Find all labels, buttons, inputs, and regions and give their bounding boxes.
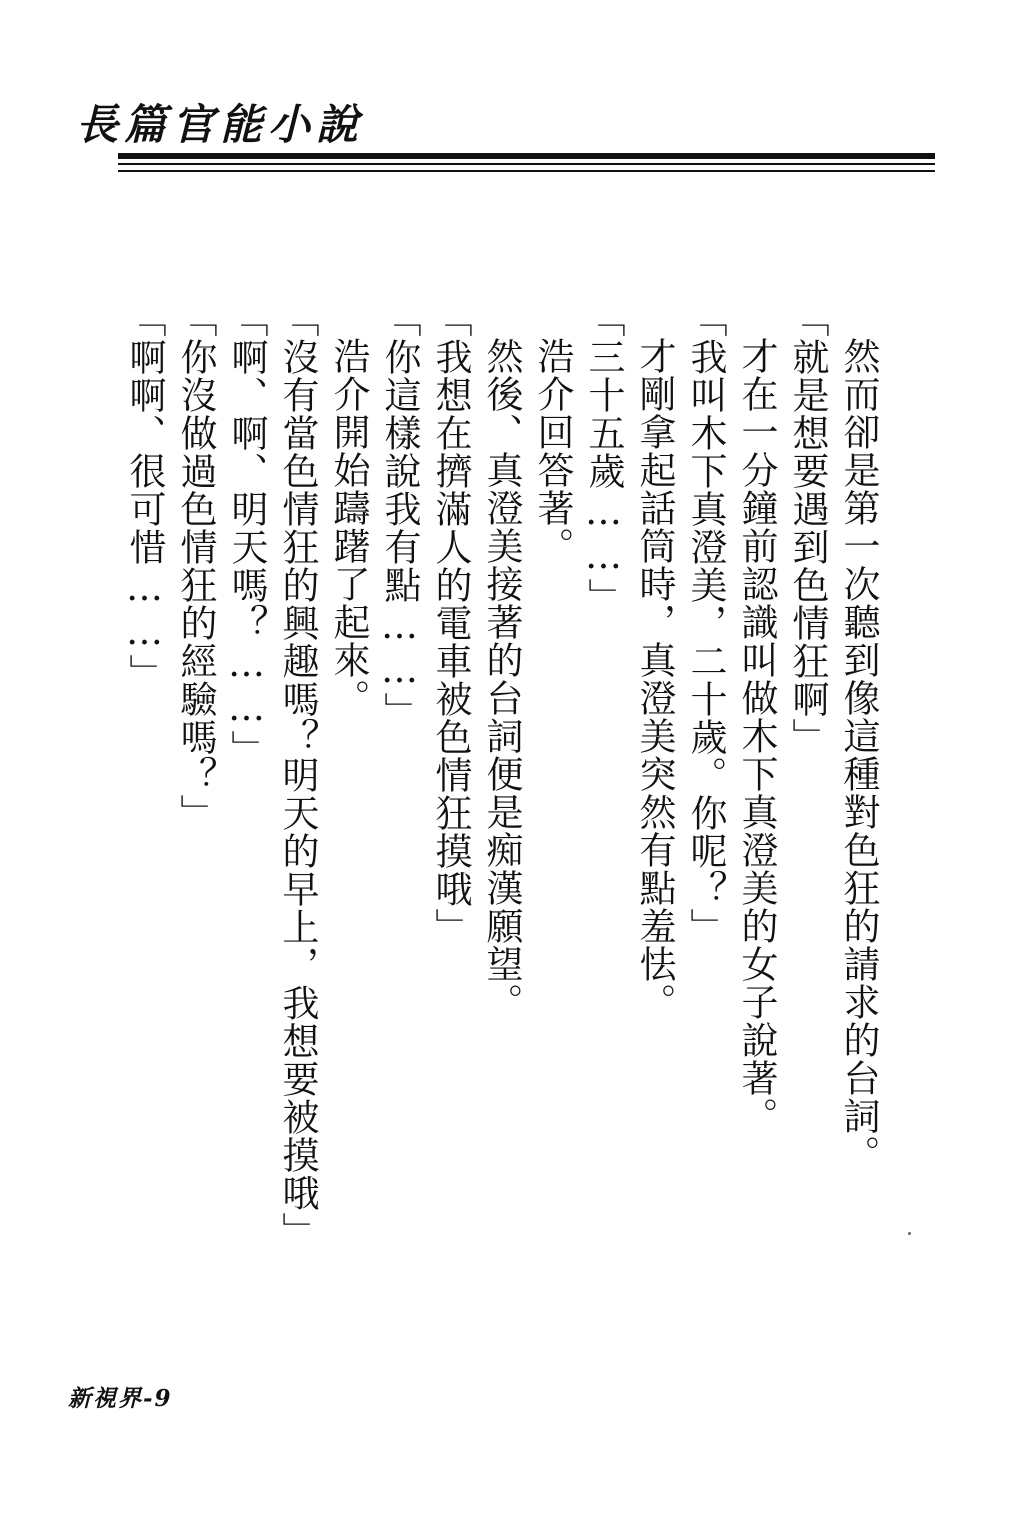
scan-speck xyxy=(908,1232,911,1235)
text-line: 「你這樣說我有點……」 xyxy=(378,300,421,730)
text-line: 「啊、啊、明天嗎？……」 xyxy=(225,300,268,768)
text-line: 「啊啊、很可惜……」 xyxy=(123,300,166,692)
header-rule-thin xyxy=(118,163,935,165)
text-line: 才剛拿起話筒時，真澄美突然有點羞怯。 xyxy=(633,337,676,1021)
text-line: 然而卻是第一次聽到像這種對色狂的請求的台詞。 xyxy=(837,337,880,1173)
page-footer: 新視界-9 xyxy=(68,1385,173,1412)
text-line: 「沒有當色情狂的興趣嗎？明天的早上，我想要被摸哦」 xyxy=(276,300,319,1250)
text-line: 「三十五歲……」 xyxy=(582,300,625,616)
text-line: 「你沒做過色情狂的經驗嗎？」 xyxy=(174,300,217,832)
body-text xyxy=(123,300,884,1300)
text-line: 浩介回答著。 xyxy=(531,337,574,565)
text-line: 「就是想要遇到色情狂啊」 xyxy=(786,300,829,756)
text-line: 才在一分鐘前認識叫做木下真澄美的女子說著。 xyxy=(735,337,778,1135)
header-rule-thick xyxy=(118,153,935,159)
text-line: 「我想在擠滿人的電車被色情狂摸哦」 xyxy=(429,300,472,946)
text-line: 「我叫木下真澄美，二十歲。你呢？」 xyxy=(684,300,727,946)
text-line: 浩介開始躊躇了起來。 xyxy=(327,337,370,717)
header-rule-thin xyxy=(118,170,935,172)
header-title: 長篇官能小說 xyxy=(76,100,365,149)
text-line: 然後、真澄美接著的台詞便是痴漢願望。 xyxy=(480,337,523,1021)
